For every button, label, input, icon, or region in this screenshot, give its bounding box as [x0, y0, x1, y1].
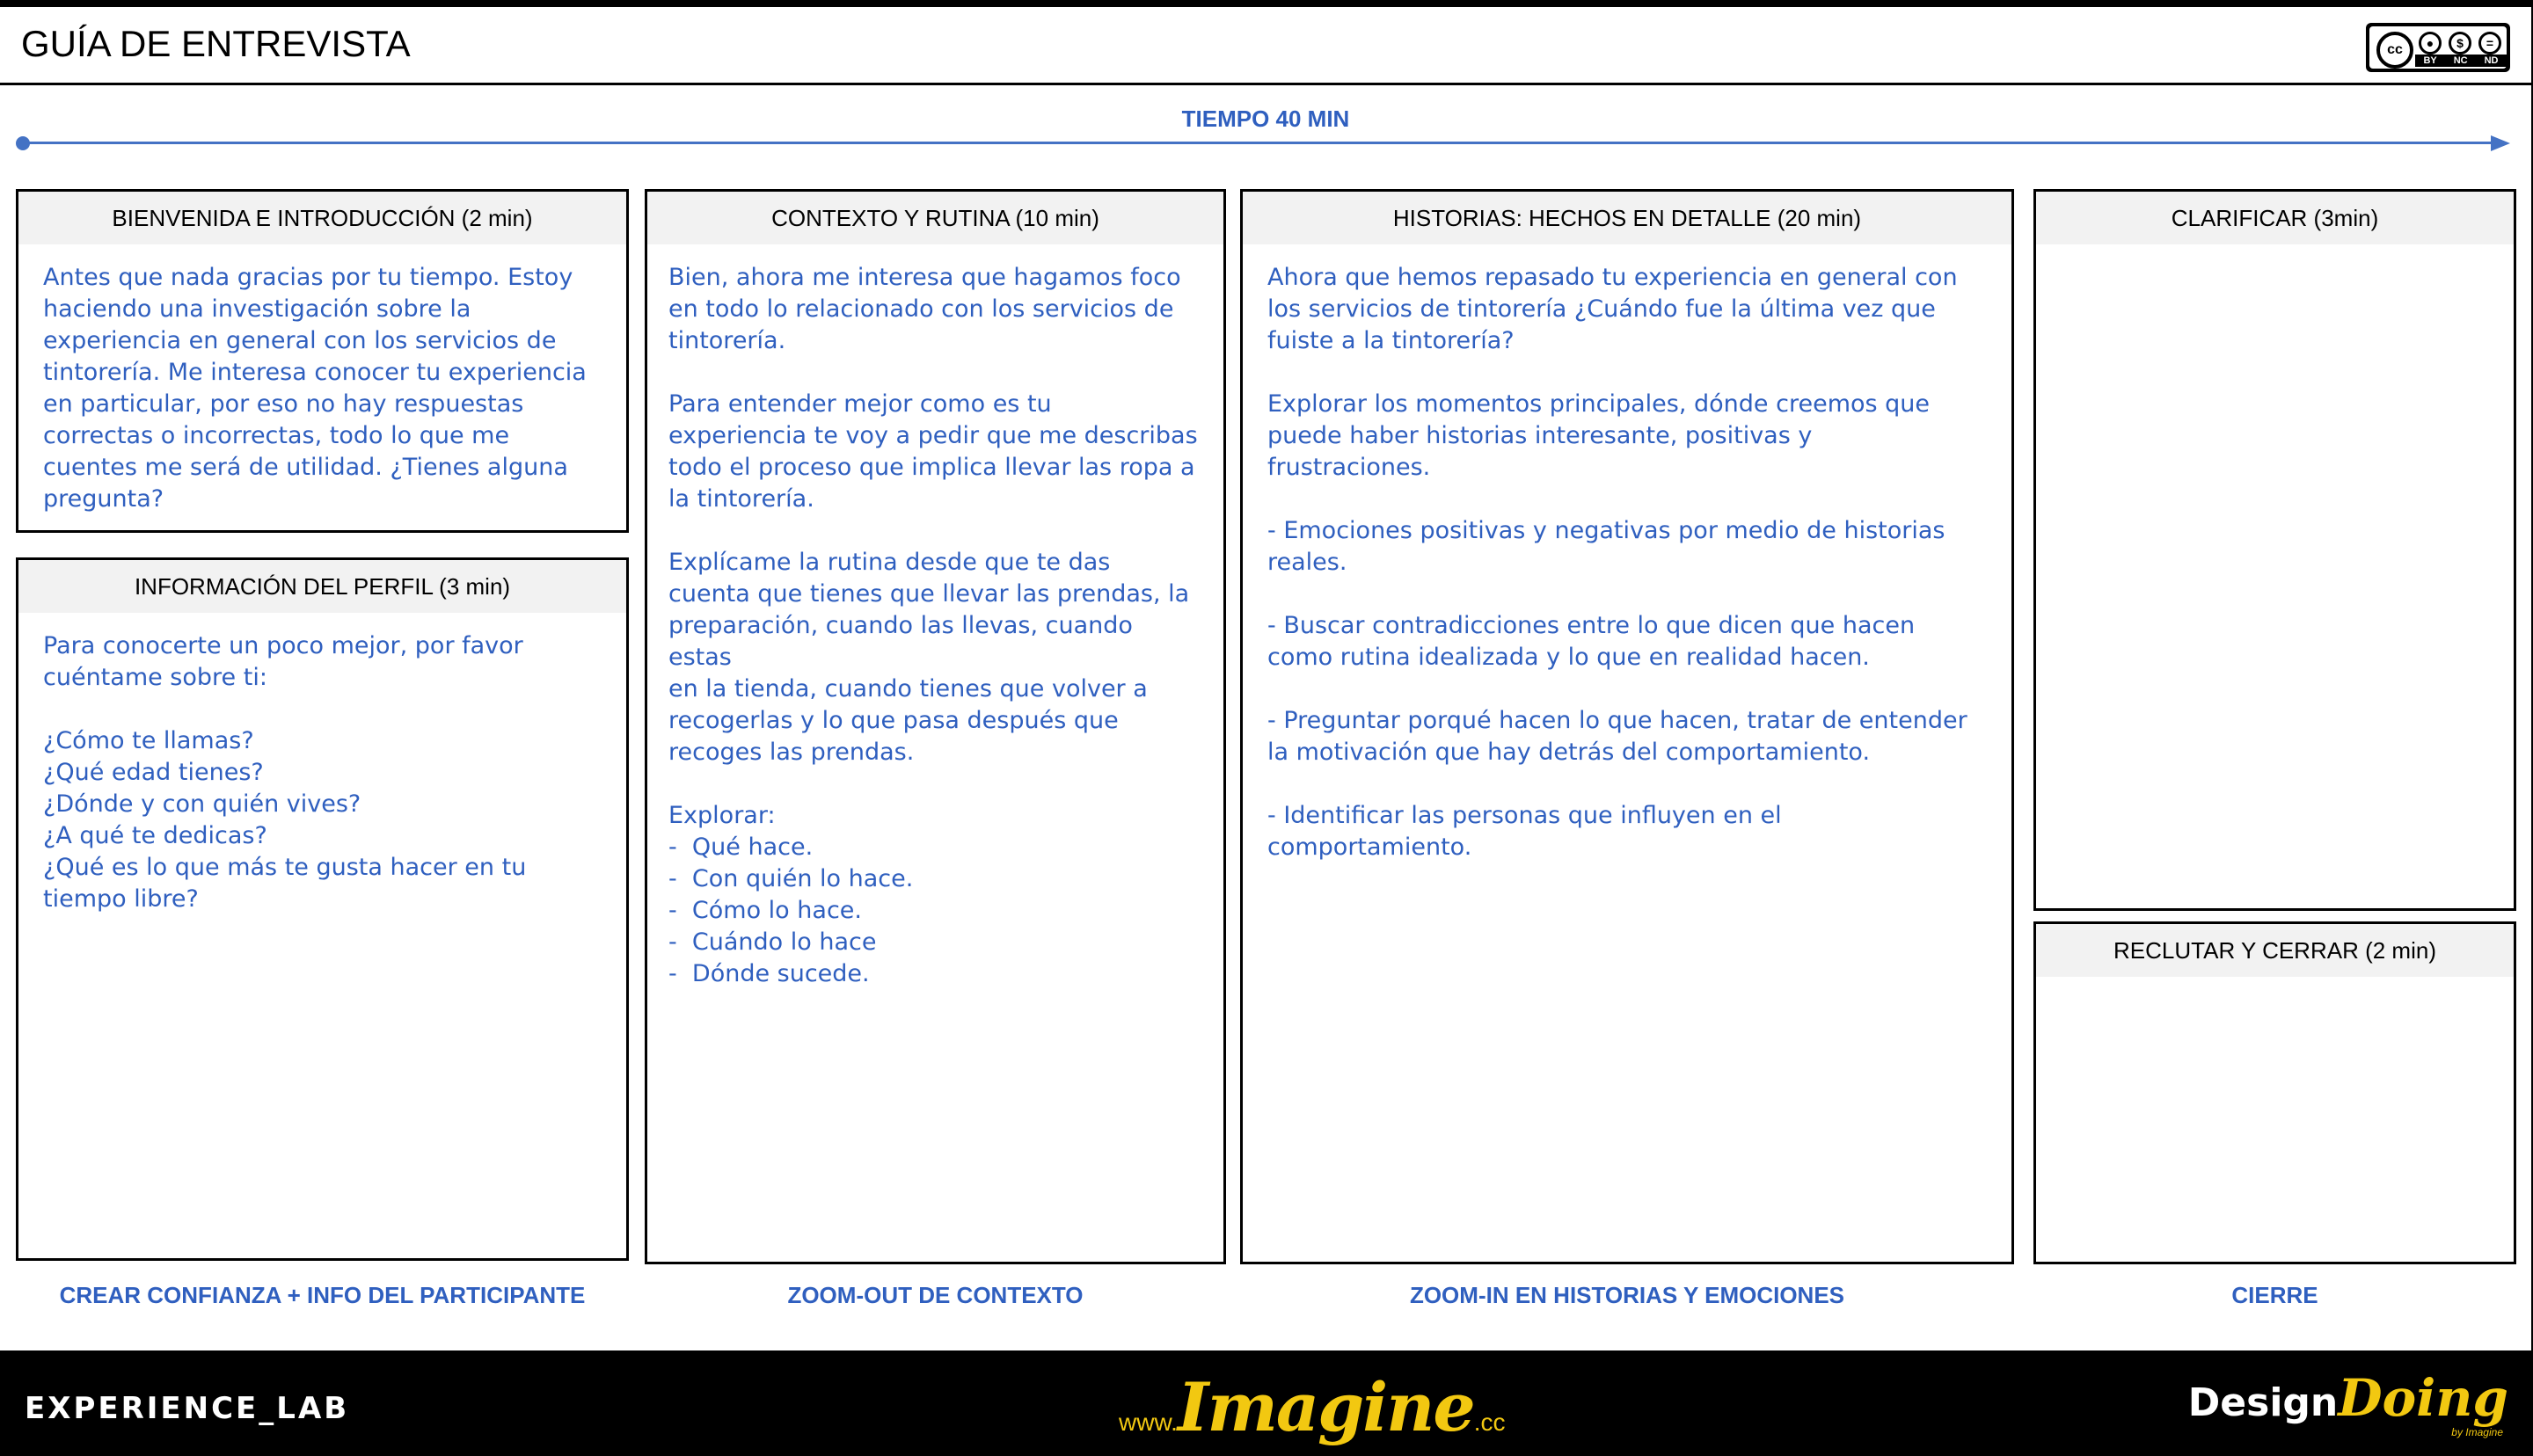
box-text — [2036, 244, 2514, 262]
equals-icon: = — [2478, 32, 2501, 55]
box-title: RECLUTAR Y CERRAR (2 min) — [2036, 924, 2514, 977]
phase-label-confianza: CREAR CONFIANZA + INFO DEL PARTICIPANTE — [59, 1282, 586, 1308]
designdoing-doing: Doing — [2338, 1368, 2508, 1428]
box-perfil — [16, 557, 629, 1261]
timeline-arrow — [21, 135, 2510, 152]
arrow-right-icon — [2491, 135, 2510, 151]
license-nc-label: NC — [2453, 55, 2468, 66]
cc-by-nc-nd-icon — [2366, 23, 2510, 72]
box-text: Bien, ahora me interesa que hagamos foco en todo lo relacionado con los servicios de tintorería. Para entender mejor como es tu experiencia te voy a pedir que me describas todo el proceso que implica llevar las ropa a la tintorería. Explícame la rutina desde que te das cuenta que tienes que llevar las prendas, la preparación, cuando las llevas, cuando estas en la tienda, cuando tienes que volver a recogerlas y lo que pasa después que recoges las prendas. Explorar: - Qué hace. - Con quién lo hace. - Cómo lo hace. - Cuándo lo hace - Dónde sucede. — [668, 264, 1198, 987]
person-icon: ● — [2419, 32, 2442, 55]
phase-label-zoom-out: ZOOM-OUT DE CONTEXTO — [787, 1282, 1084, 1308]
imagine-brand: Imagine — [1177, 1368, 1474, 1446]
designdoing-by: by Imagine — [2451, 1426, 2503, 1438]
designdoing-design: Design — [2187, 1380, 2339, 1425]
imagine-www: www. — [1119, 1409, 1178, 1436]
phase-label-zoom-in: ZOOM-IN EN HISTORIAS Y EMOCIONES — [1409, 1282, 1845, 1308]
phase-label-cierre: CIERRE — [2231, 1282, 2318, 1308]
box-reclutar — [2033, 921, 2516, 1264]
box-title: CLARIFICAR (3min) — [2036, 192, 2514, 244]
imagine-logo — [1119, 1368, 1506, 1446]
title-bar — [0, 7, 2531, 85]
box-title: BIENVENIDA E INTRODUCCIÓN (2 min) — [18, 192, 626, 244]
page-title: GUÍA DE ENTREVISTA — [21, 23, 411, 64]
box-text: Antes que nada gracias por tu tiempo. Estoy haciendo una investigación sobre la experiencia en general con los servicios de tintorería. Me interesa conocer tu experiencia en particular, por eso no hay respuestas correctas o incorrectas, todo lo que me cuentes me será de utilidad. ¿Tienes alguna pregunta? — [43, 264, 587, 513]
box-text — [2036, 977, 2514, 994]
interview-guide-sheet — [0, 7, 2531, 1350]
box-contexto — [645, 189, 1226, 1264]
experience-lab-logo: EXPERIENCE_LAB — [25, 1391, 350, 1426]
box-title: INFORMACIÓN DEL PERFIL (3 min) — [18, 560, 626, 613]
license-by-label: BY — [2423, 55, 2437, 66]
cc-logo: cc — [2376, 32, 2413, 69]
designdoing-logo — [2188, 1368, 2508, 1438]
box-bienvenida — [16, 189, 629, 533]
box-historias — [1240, 189, 2014, 1264]
box-text: Ahora que hemos repasado tu experiencia en general con los servicios de tintorería ¿Cuándo fue la última vez que fuiste a la tintorería? Explorar los momentos principales, dónde creemos que puede haber historias interesante, positivas y frustraciones. - Emociones positivas y negativas por medio de historias reales. - Buscar contradicciones entre lo que dicen que hacen como rutina idealizada y lo que en realidad hacen. - Preguntar porqué hacen lo que hacen, tratar de entender la motivación que hay detrás del comportamiento. - Identificar las personas que influyen en el comportamiento. — [1267, 264, 1967, 861]
timeline-label: TIEMPO 40 MIN — [1181, 106, 1350, 132]
box-text: Para conocerte un poco mejor, por favor cuéntame sobre ti: ¿Cómo te llamas? ¿Qué edad tienes? ¿Dónde y con quién vives? ¿A qué te dedicas? ¿Qué es lo que más te gusta hacer en tu tiempo libre? — [43, 632, 527, 913]
box-clarificar — [2033, 189, 2516, 911]
imagine-tld: .cc — [1473, 1409, 1506, 1436]
footer — [0, 1350, 2533, 1456]
license-nd-label: ND — [2484, 55, 2499, 66]
no-dollar-icon: $ — [2449, 32, 2471, 55]
timeline-start-dot — [16, 136, 30, 150]
box-title: HISTORIAS: HECHOS EN DETALLE (20 min) — [1243, 192, 2011, 244]
box-title: CONTEXTO Y RUTINA (10 min) — [647, 192, 1223, 244]
